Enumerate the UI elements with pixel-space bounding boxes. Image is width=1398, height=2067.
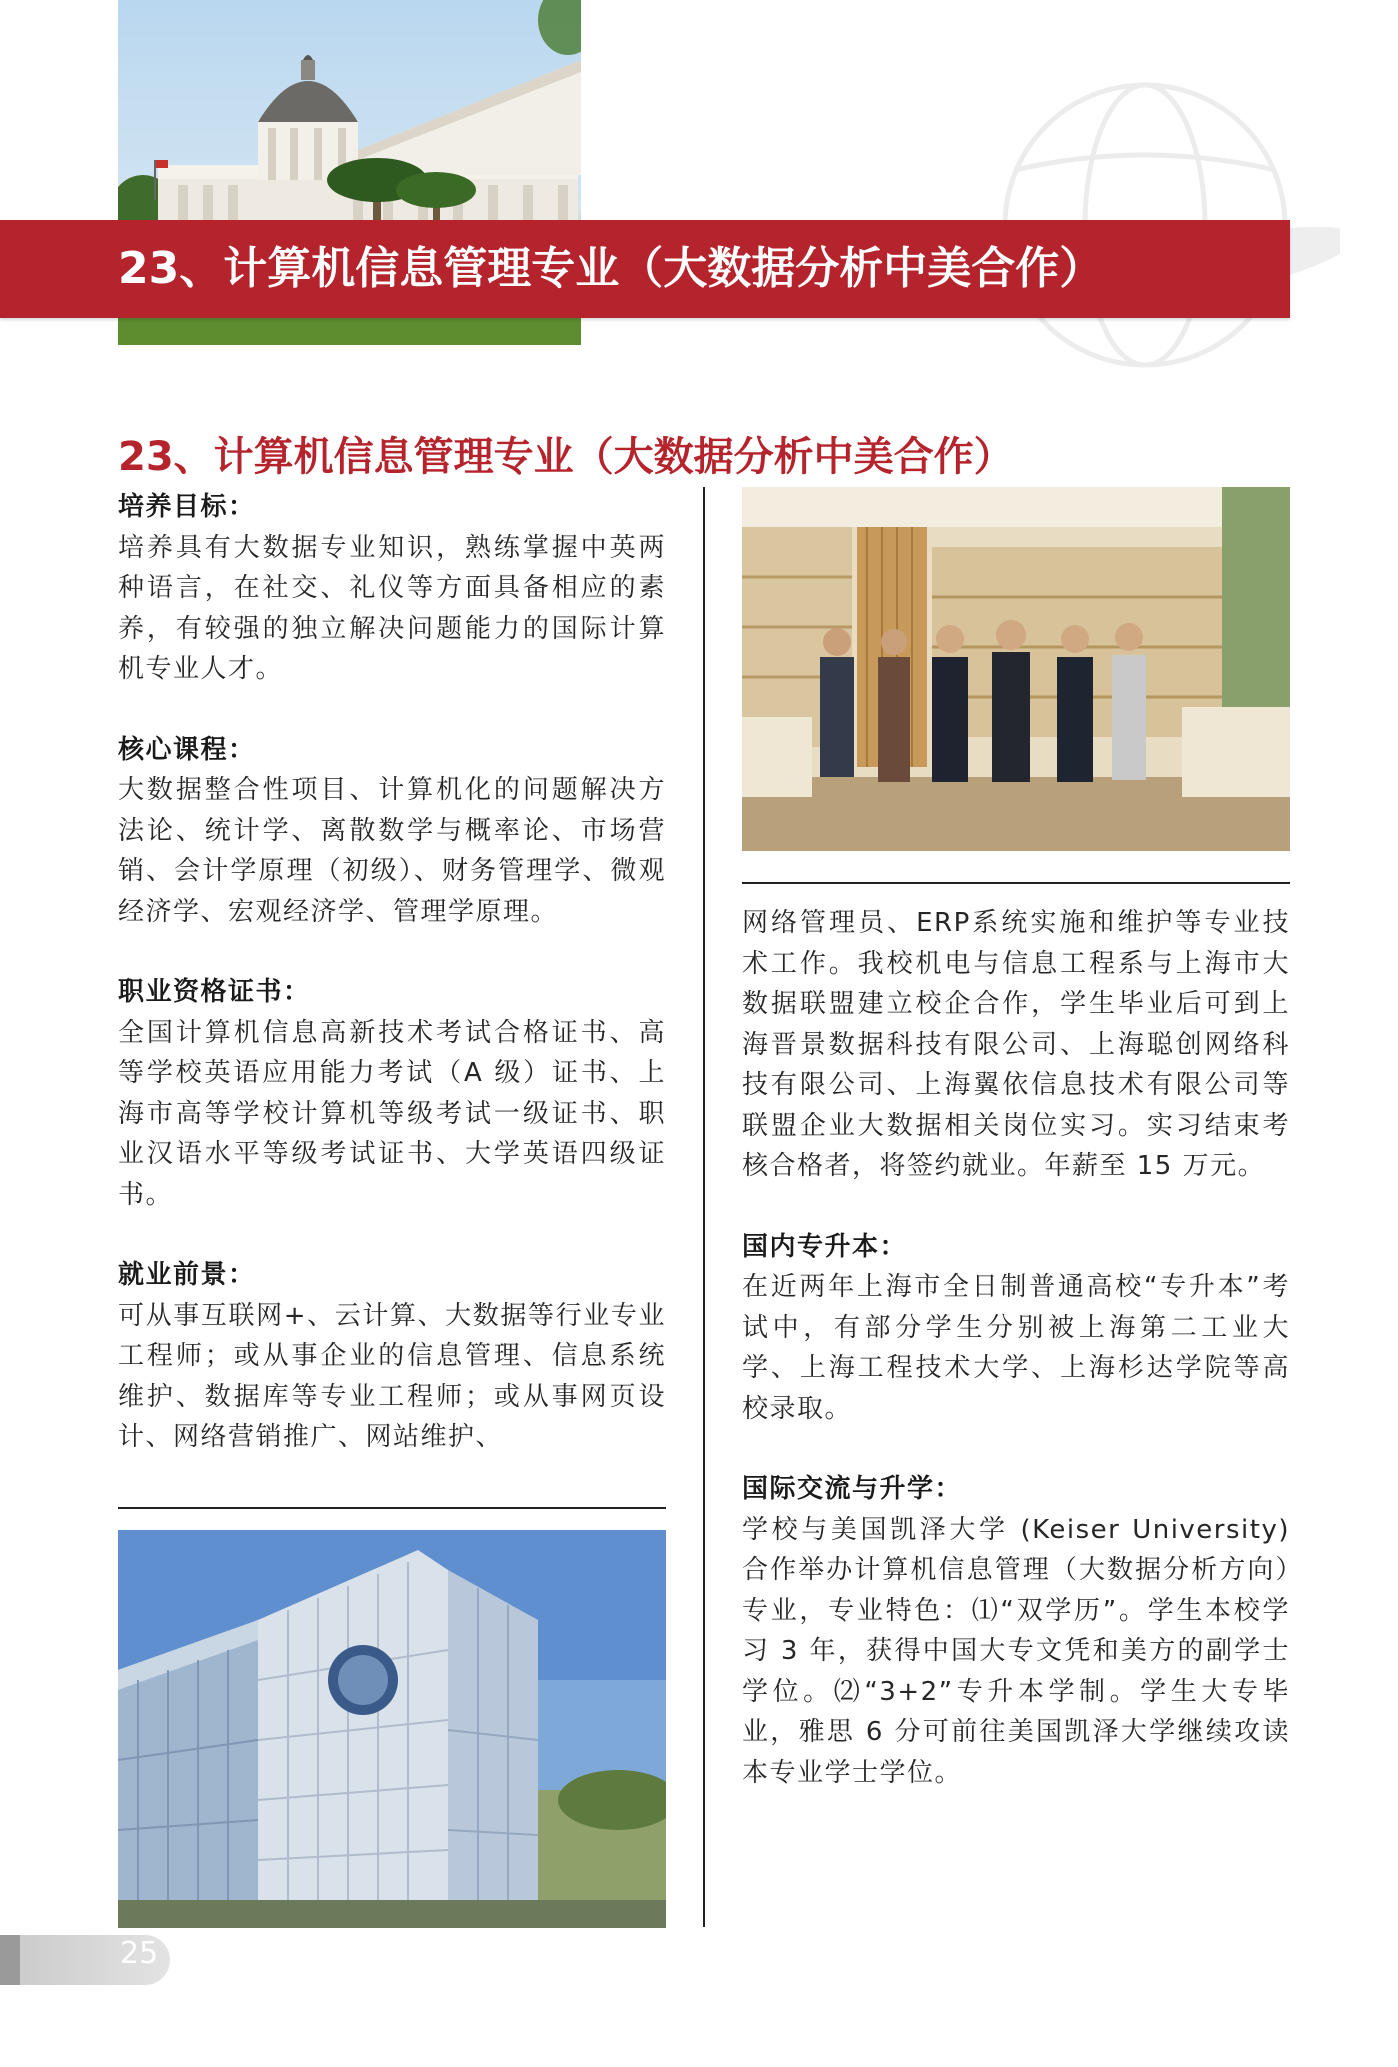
banner-title: 23、计算机信息管理专业（大数据分析中美合作） (118, 243, 1104, 294)
courses-text: 大数据整合性项目、计算机化的问题解决方法论、统计学、离散数学与概率论、市场营销、会计学原理（初级）、财务管理学、微观经济学、宏观经济学、管理学原理。 (118, 775, 666, 927)
column-divider (703, 487, 705, 1927)
intl-heading: 国际交流与升学： (742, 1474, 963, 1504)
upgrade-text: 在近两年上海市全日制普通高校“专升本”考试中，有部分学生分别被上海第二工业大学、上海工程技术大学、上海杉达学院等高校录取。 (742, 1272, 1290, 1424)
right-column (742, 903, 1290, 1793)
building-photo (118, 1530, 666, 1928)
page-tab-strip (0, 1935, 20, 1985)
courses-heading: 核心课程： (118, 734, 256, 765)
intl-text: 学校与美国凯泽大学 (Keiser University) 合作举办计算机信息管理（大数据分析方向）专业，专业特色：⑴“双学历”。学生本校学习 3 年，获得中国大专文凭和美方的副学士学位。⑵“3+2”专升本学制。学生大专毕业，雅思 6 分可前往美国凯泽大学继续攻读本专业学士学位。 (742, 1514, 1290, 1788)
career-text-cont: 网络管理员、ERP系统实施和维护等专业技术工作。我校机电与信息工程系与上海市大数据联盟建立校企合作，学生毕业后可到上海晋景数据科技有限公司、上海聪创网络科技有限公司、上海翼依信息技术有限公司等联盟企业大数据相关岗位实习。实习结束考核合格者，将签约就业。年薪至 15 万元。 (742, 908, 1290, 1181)
goal-heading: 培养目标： (118, 492, 256, 522)
left-column (118, 487, 666, 1458)
left-rule (118, 1507, 666, 1509)
goal-text: 培养具有大数据专业知识，熟练掌握中英两种语言，在社交、礼仪等方面具备相应的素养，有较强的独立解决问题能力的国际计算机专业人才。 (118, 532, 666, 684)
career-heading: 就业前景： (118, 1260, 256, 1290)
title-banner (0, 220, 1290, 318)
cert-heading: 职业资格证书： (118, 977, 311, 1007)
cert-text: 全国计算机信息高新技术考试合格证书、高等学校英语应用能力考试（A 级）证书、上海市高等学校计算机等级考试一级证书、职业汉语水平等级考试证书、大学英语四级证书。 (118, 1017, 666, 1210)
page-number: 25 (120, 1936, 159, 1971)
section-title: 23、计算机信息管理专业（大数据分析中美合作） (118, 434, 1014, 480)
upgrade-heading: 国内专升本： (742, 1231, 908, 1262)
group-photo (742, 487, 1290, 851)
right-rule (742, 882, 1290, 884)
career-text: 可从事互联网+、云计算、大数据等行业专业工程师；或从事企业的信息管理、信息系统维护、数据库等专业工程师；或从事网页设计、网络营销推广、网站维护、 (118, 1300, 666, 1452)
